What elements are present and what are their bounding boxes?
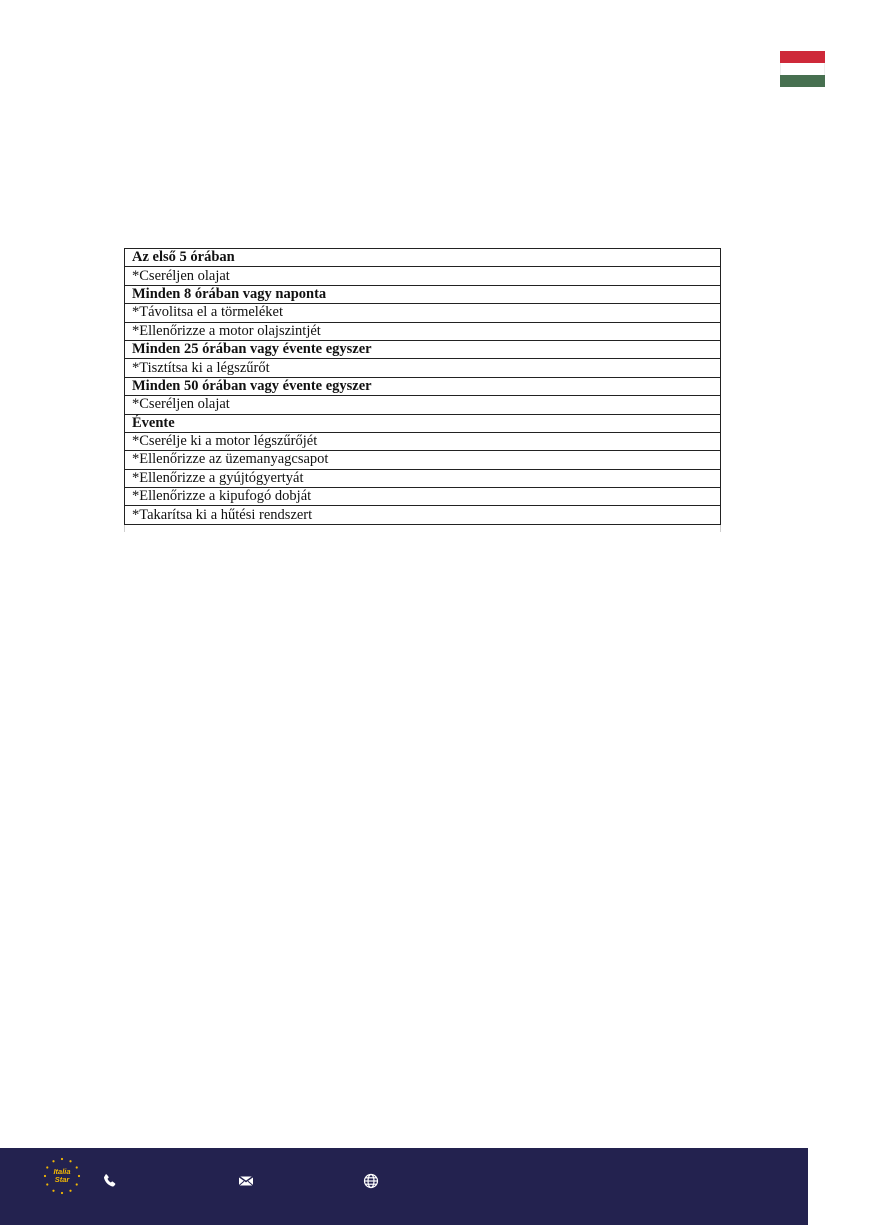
table-row <box>125 506 721 524</box>
task-cell: *Tisztítsa ki a légszűrőt <box>125 359 721 377</box>
logo-star <box>61 1192 63 1194</box>
footer-bar <box>0 1148 808 1225</box>
logo-star <box>61 1158 63 1160</box>
section-header-cell: Minden 25 órában vagy évente egyszer <box>125 340 721 358</box>
logo-star <box>52 1190 54 1192</box>
section-header-cell: Az első 5 órában <box>125 249 721 267</box>
table-section-header-row <box>125 340 721 358</box>
logo-star <box>76 1183 78 1185</box>
task-cell: *Takarítsa ki a hűtési rendszert <box>125 506 721 524</box>
task-cell: *Ellenőrizze az üzemanyagcsapot <box>125 451 721 469</box>
table-row <box>125 469 721 487</box>
section-header-cell: Minden 50 órában vagy évente egyszer <box>125 377 721 395</box>
table-row <box>125 267 721 285</box>
section-header-cell: Évente <box>125 414 721 432</box>
table-row <box>125 359 721 377</box>
task-cell: *Távolitsa el a törmeléket <box>125 304 721 322</box>
logo-star <box>78 1175 80 1177</box>
table-row <box>125 432 721 450</box>
task-cell: *Cseréljen olajat <box>125 396 721 414</box>
logo-star <box>44 1175 46 1177</box>
table-row <box>125 396 721 414</box>
logo-star <box>46 1166 48 1168</box>
logo-star <box>46 1183 48 1185</box>
task-cell: *Ellenőrizze a gyújtógyertyát <box>125 469 721 487</box>
maintenance-table <box>124 248 721 525</box>
hungary-flag-icon <box>780 51 825 87</box>
table-section-header-row <box>125 414 721 432</box>
table-row <box>125 322 721 340</box>
logo-star <box>69 1190 71 1192</box>
table-row <box>125 451 721 469</box>
task-cell: *Ellenőrizze a motor olajszintjét <box>125 322 721 340</box>
logo-star <box>69 1160 71 1162</box>
mail-icon[interactable] <box>238 1173 254 1189</box>
logo-text-line1: Italia <box>53 1167 71 1176</box>
table-section-header-row <box>125 377 721 395</box>
logo-text-line2: Star <box>54 1175 70 1184</box>
globe-icon[interactable] <box>363 1173 379 1189</box>
table-row <box>125 488 721 506</box>
task-cell: *Ellenőrizze a kipufogó dobját <box>125 488 721 506</box>
table-row <box>125 304 721 322</box>
italia-star-logo <box>42 1156 82 1196</box>
section-header-cell: Minden 8 órában vagy naponta <box>125 285 721 303</box>
maintenance-table-container <box>124 248 721 525</box>
logo-star <box>52 1160 54 1162</box>
table-section-header-row <box>125 249 721 267</box>
task-cell: *Cseréljen olajat <box>125 267 721 285</box>
logo-star <box>76 1166 78 1168</box>
task-cell: *Cserélje ki a motor légszűrőjét <box>125 432 721 450</box>
table-section-header-row <box>125 285 721 303</box>
phone-icon[interactable] <box>102 1173 118 1189</box>
